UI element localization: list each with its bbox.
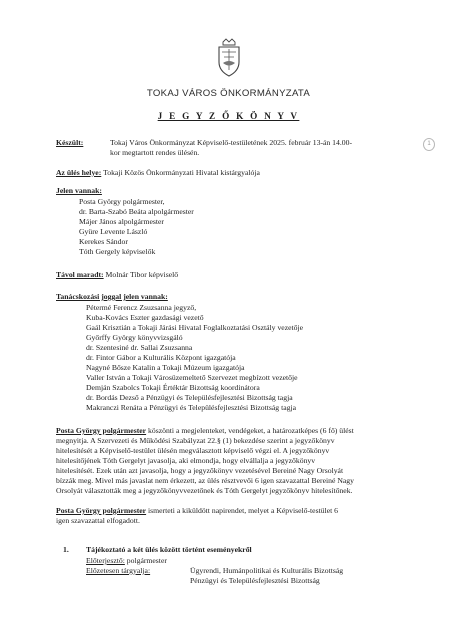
advisory-member: Makranczi Renáta a Pénzügyi és Településfejlesztési Bizottság tagja (86, 403, 297, 412)
advisory-member: Győrffy György könyvvizsgáló (86, 333, 183, 342)
advisory-member: Demján Szabolcs Tokaji Értéktár Bizottság koordinátora (86, 383, 260, 392)
advisory-member: dr. Szentesiné dr. Sallai Zsuzsanna (86, 343, 193, 352)
paragraph-line: Posta György polgármester köszönti a megjelenteket, vendégeket, a határozatképes (6 fő) ülést (56, 426, 354, 435)
presenter-line (86, 556, 167, 566)
reviewers-label: Előzetesen tárgyalja: (86, 566, 151, 575)
paragraph-line: hitelesítését a Képviselő-testület ülésén megválasztott képviselő végzi el. A jegyzőkönyv (56, 446, 330, 455)
present-member: Gyüre Levente László (79, 227, 148, 236)
absent-text: Molnár Tibor képviselő (105, 270, 179, 279)
absent-label: Távol maradt: (56, 270, 104, 279)
advisory-member: dr. Bordás Dezső a Pénzügyi és Településfejlesztési Bizottság tagja (86, 393, 293, 402)
keszult-label: Készült: (56, 138, 84, 147)
speaker-name: Posta György polgármester (56, 426, 147, 435)
advisory-member: Gaál Krisztián a Tokaji Járási Hivatal Foglalkoztatási Osztály vezetője (86, 323, 304, 332)
paragraph-line: bízzák meg. Mivel más javaslat nem érkezett, az ülés résztvevői 6 igen szavazattal Bereiné Nagy (56, 476, 354, 485)
present-member: Tóth Gergely képviselők (79, 247, 156, 256)
present-label: Jelen vannak: (56, 186, 102, 195)
advisory-member: Valler István a Tokaji Városüzemeltető Szervezet megbízott vezetője (86, 373, 298, 382)
presenter-label: Előterjesztő: (86, 556, 125, 565)
present-member: dr. Barta-Szabó Beáta alpolgármester (79, 207, 194, 216)
location-text: Tokaji Közös Önkormányzati Hivatal kistárgyalója (103, 168, 260, 177)
advisory-label: Tanácskozási joggal jelen vannak: (56, 292, 168, 301)
speaker-name: Posta György polgármester (56, 506, 147, 515)
meeting-location (56, 168, 260, 178)
advisory-member: Nagyné Bősze Katalin a Tokaji Múzeum igazgatója (86, 363, 245, 372)
present-member: Kerekes Sándor (79, 237, 128, 246)
keszult-line-1: Tokaj Város Önkormányzat Képviselő-testületének 2025. február 13-án 14.00- (110, 138, 353, 147)
agenda-title: Tájékoztató a két ülés között történt eseményekről (86, 545, 252, 554)
reviewer-committee: Pénzügyi és Településfejlesztési Bizottság (190, 576, 320, 585)
paragraph-line: Orsolyát választották meg a jegyzőkönyvvezetőnek és Tóth Gergelyt jegyzőkönyv hitelesítőnek. (56, 486, 353, 495)
reviewer-committee: Ügyrendi, Humánpolitikai és Kulturális Bizottság (190, 566, 344, 575)
paragraph-line: hitelesítését. Ezek után azt javasolja, hogy a jegyzőkönyv vezetésével Bereiné Nagy Orsolyát (56, 466, 344, 475)
location-label: Az ülés helye: (56, 168, 102, 177)
advisory-member: dr. Fintor Gábor a Kulturális Központ igazgatója (86, 353, 236, 362)
organization-name: TOKAJ VÁROS ÖNKORMÁNYZATA (146, 88, 311, 99)
document-title: J E G Y Z Ő K Ö N Y V (157, 111, 300, 121)
present-member: Posta György polgármester, (79, 197, 165, 206)
advisory-member: Kuba-Kovács Eszter gazdasági vezető (86, 313, 204, 322)
page-marker-icon: 1 (423, 138, 435, 151)
present-member: Májer János alpolgármester (79, 217, 164, 226)
advisory-member: Pétermé Ferencz Zsuzsanna jegyző, (86, 303, 197, 312)
paragraph-line: hitelesítőjének Tóth Gergelyt javasolja, aki elmondja, hogy elvállalja a jegyzőkönyv (56, 456, 316, 465)
presenter-value: polgármester (124, 556, 167, 565)
coat-of-arms-icon (214, 38, 244, 78)
paragraph-line: Posta György polgármester ismerteti a kiküldött napirendet, melyet a Képviselő-testület 6 (56, 506, 339, 515)
paragraph-line: megnyitja. A Szervezeti és Működési Szabályzat 22.§ (1) bekezdése szerint a jegyzőkönyv (56, 436, 335, 445)
paragraph-line: igen szavazattal elfogadott. (56, 516, 140, 525)
keszult-line-2: kor megtartott rendes ülésén. (110, 148, 200, 157)
absent-line (56, 270, 178, 280)
agenda-number: 1. (63, 545, 69, 554)
